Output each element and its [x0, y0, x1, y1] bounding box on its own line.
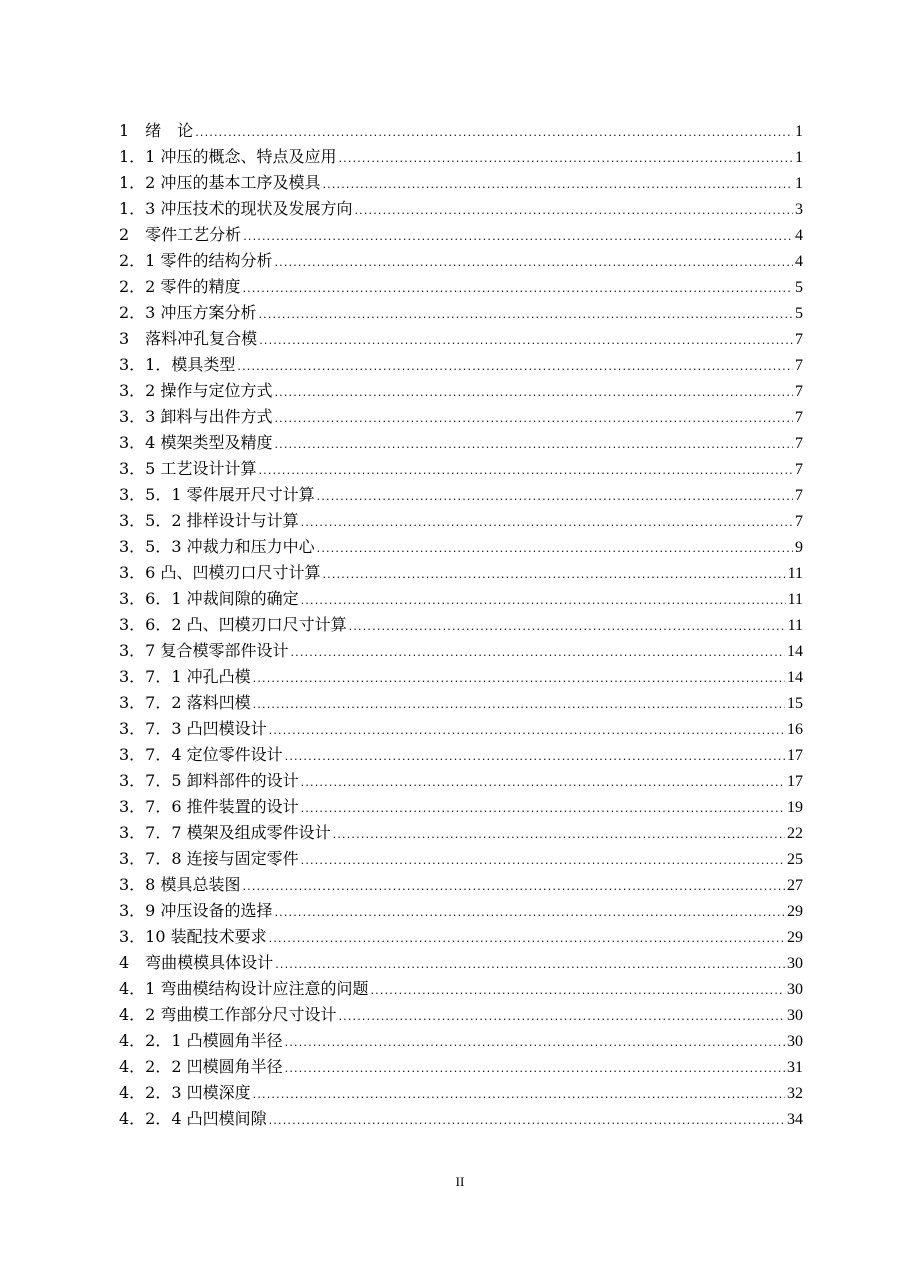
toc-entry-title: 3．7．1 冲孔凸模	[119, 667, 251, 686]
toc-entry-page: 9	[795, 539, 803, 556]
toc-entry-title: 3．7．3 凸凹模设计	[119, 719, 267, 738]
toc-entry-page: 11	[787, 617, 803, 634]
toc-entry-title: 3．3 卸料与出件方式	[119, 407, 273, 426]
toc-entry[interactable]	[119, 196, 803, 222]
toc-entry-title: 4 弯曲模模具体设计	[119, 953, 274, 972]
dot-leader	[354, 198, 793, 224]
toc-entry-title: 4．1 弯曲模结构设计应注意的问题	[119, 979, 369, 998]
toc-entry-page: 30	[787, 955, 803, 972]
dot-leader	[338, 1004, 785, 1030]
dot-leader	[243, 224, 793, 250]
dot-leader	[274, 900, 785, 926]
toc-entry-title: 3．1．模具类型	[119, 355, 236, 374]
dot-leader	[253, 666, 785, 692]
dot-leader	[285, 1056, 785, 1082]
toc-entry[interactable]	[119, 352, 803, 378]
toc-entry-page: 7	[795, 487, 803, 504]
toc-entry[interactable]	[119, 872, 803, 898]
dot-leader	[274, 432, 793, 458]
toc-entry-page: 7	[795, 331, 803, 348]
toc-entry-page: 27	[787, 877, 803, 894]
toc-entry[interactable]	[119, 170, 803, 196]
toc-entry-title: 3．5．1 零件展开尺寸计算	[119, 485, 315, 504]
dot-leader	[317, 484, 793, 510]
toc-entry-page: 11	[787, 565, 803, 582]
toc-entry-title: 3．5．2 排样设计与计算	[119, 511, 299, 530]
dot-leader	[274, 406, 793, 432]
dot-leader	[370, 978, 785, 1004]
toc-entry-page: 14	[787, 669, 803, 686]
toc-entry-title: 1．2 冲压的基本工序及模具	[119, 173, 321, 192]
toc-entry-title: 3．7．4 定位零件设计	[119, 745, 283, 764]
toc-entry[interactable]	[119, 1054, 803, 1080]
dot-leader	[269, 1108, 785, 1134]
toc-entry-page: 30	[787, 1007, 803, 1024]
toc-entry[interactable]	[119, 898, 803, 924]
toc-entry[interactable]	[119, 976, 803, 1002]
toc-entry-title: 3．6．1 冲裁间隙的确定	[119, 589, 299, 608]
toc-entry[interactable]	[119, 612, 803, 638]
dot-leader	[301, 588, 786, 614]
table-of-contents	[119, 118, 803, 1132]
toc-entry[interactable]	[119, 248, 803, 274]
toc-entry-page: 31	[787, 1059, 803, 1076]
toc-entry[interactable]	[119, 1106, 803, 1132]
toc-entry[interactable]	[119, 482, 803, 508]
dot-leader	[253, 1082, 785, 1108]
toc-entry[interactable]	[119, 326, 803, 352]
toc-entry-title: 3．5 工艺设计计算	[119, 459, 257, 478]
toc-entry[interactable]	[119, 690, 803, 716]
dot-leader	[253, 692, 785, 718]
toc-entry[interactable]	[119, 768, 803, 794]
toc-entry-page: 1	[795, 123, 803, 140]
toc-entry[interactable]	[119, 820, 803, 846]
toc-entry[interactable]	[119, 1028, 803, 1054]
dot-leader	[290, 640, 785, 666]
toc-entry-page: 3	[795, 201, 803, 218]
dot-leader	[258, 458, 793, 484]
toc-entry-title: 2．2 零件的精度	[119, 277, 241, 296]
dot-leader	[349, 614, 786, 640]
toc-entry-page: 25	[787, 851, 803, 868]
toc-entry-title: 2．3 冲压方案分析	[119, 303, 257, 322]
toc-entry-page: 7	[795, 461, 803, 478]
toc-entry-page: 1	[795, 175, 803, 192]
toc-entry-title: 4．2．3 凹模深度	[119, 1083, 251, 1102]
toc-entry[interactable]	[119, 560, 803, 586]
dot-leader	[301, 770, 785, 796]
toc-entry[interactable]	[119, 794, 803, 820]
dot-leader	[301, 796, 785, 822]
toc-entry-page: 4	[795, 253, 803, 270]
toc-entry[interactable]	[119, 300, 803, 326]
toc-entry-page: 19	[787, 799, 803, 816]
dot-leader	[322, 562, 785, 588]
toc-entry[interactable]	[119, 846, 803, 872]
toc-entry-title: 3．7 复合模零部件设计	[119, 641, 289, 660]
dot-leader	[269, 926, 785, 952]
toc-entry-title: 1．3 冲压技术的现状及发展方向	[119, 199, 353, 218]
dot-leader	[338, 146, 793, 172]
toc-entry-title: 3 落料冲孔复合模	[119, 329, 258, 348]
toc-entry-title: 1 绪 论	[119, 121, 194, 140]
toc-entry[interactable]	[119, 144, 803, 170]
dot-leader	[301, 848, 785, 874]
toc-entry[interactable]	[119, 924, 803, 950]
toc-entry-title: 3．8 模具总装图	[119, 875, 241, 894]
toc-entry[interactable]	[119, 378, 803, 404]
toc-entry-title: 3．7．2 落料凹模	[119, 693, 251, 712]
toc-entry[interactable]	[119, 1080, 803, 1106]
toc-entry-page: 29	[787, 903, 803, 920]
toc-entry-title: 3．9 冲压设备的选择	[119, 901, 273, 920]
toc-entry-page: 7	[795, 513, 803, 530]
toc-entry-page: 7	[795, 435, 803, 452]
dot-leader	[275, 952, 785, 978]
dot-leader	[237, 354, 793, 380]
toc-entry[interactable]	[119, 950, 803, 976]
toc-entry[interactable]	[119, 404, 803, 430]
toc-entry-page: 30	[787, 981, 803, 998]
toc-entry-title: 3．7．5 卸料部件的设计	[119, 771, 299, 790]
toc-entry-title: 1．1 冲压的概念、特点及应用	[119, 147, 337, 166]
toc-entry-page: 30	[787, 1033, 803, 1050]
toc-entry-title: 3．7．7 模架及组成零件设计	[119, 823, 331, 842]
toc-entry-page: 34	[787, 1111, 803, 1128]
toc-entry-title: 3．10 装配技术要求	[119, 927, 267, 946]
dot-leader	[322, 172, 793, 198]
toc-entry-title: 2．1 零件的结构分析	[119, 251, 273, 270]
dot-leader	[259, 328, 793, 354]
toc-entry-title: 3．6．2 凸、凹模刃口尺寸计算	[119, 615, 347, 634]
toc-entry-title: 3．7．6 推件装置的设计	[119, 797, 299, 816]
toc-entry-title: 4．2．4 凸凹模间隙	[119, 1109, 267, 1128]
toc-entry-page: 4	[795, 227, 803, 244]
toc-entry[interactable]	[119, 586, 803, 612]
dot-leader	[274, 380, 793, 406]
dot-leader	[242, 276, 793, 302]
toc-entry-page: 29	[787, 929, 803, 946]
toc-entry[interactable]	[119, 508, 803, 534]
toc-entry[interactable]	[119, 1002, 803, 1028]
toc-entry-page: 14	[787, 643, 803, 660]
toc-entry-page: 32	[787, 1085, 803, 1102]
dot-leader	[274, 250, 793, 276]
toc-entry-title: 4．2．2 凹模圆角半径	[119, 1057, 283, 1076]
toc-entry-title: 3．7．8 连接与固定零件	[119, 849, 299, 868]
toc-entry-page: 5	[795, 305, 803, 322]
dot-leader	[317, 536, 793, 562]
toc-entry-page: 11	[787, 591, 803, 608]
toc-entry-title: 4．2 弯曲模工作部分尺寸设计	[119, 1005, 337, 1024]
toc-entry-title: 3．6 凸、凹模刃口尺寸计算	[119, 563, 321, 582]
dot-leader	[258, 302, 793, 328]
toc-entry[interactable]	[119, 456, 803, 482]
dot-leader	[301, 510, 793, 536]
dot-leader	[333, 822, 785, 848]
toc-entry[interactable]	[119, 118, 803, 144]
toc-entry-page: 16	[787, 721, 803, 738]
toc-entry[interactable]	[119, 664, 803, 690]
toc-entry[interactable]	[119, 716, 803, 742]
dot-leader	[269, 718, 785, 744]
toc-entry[interactable]	[119, 430, 803, 456]
toc-entry-page: 1	[795, 149, 803, 166]
toc-entry[interactable]	[119, 222, 803, 248]
toc-entry-page: 7	[795, 357, 803, 374]
toc-entry-page: 5	[795, 279, 803, 296]
toc-entry-title: 3．4 模架类型及精度	[119, 433, 273, 452]
toc-entry-page: 17	[787, 773, 803, 790]
dot-leader	[242, 874, 785, 900]
toc-entry[interactable]	[119, 534, 803, 560]
toc-entry-title: 3．5．3 冲裁力和压力中心	[119, 537, 315, 556]
dot-leader	[285, 1030, 785, 1056]
toc-entry-title: 2 零件工艺分析	[119, 225, 242, 244]
dot-leader	[195, 120, 793, 146]
toc-entry-page: 7	[795, 383, 803, 400]
toc-entry-page: 22	[787, 825, 803, 842]
dot-leader	[285, 744, 785, 770]
page-number: II	[455, 1174, 465, 1189]
toc-entry-page: 17	[787, 747, 803, 764]
toc-entry-title: 4．2．1 凸模圆角半径	[119, 1031, 283, 1050]
toc-entry[interactable]	[119, 638, 803, 664]
toc-entry[interactable]	[119, 742, 803, 768]
toc-entry-page: 15	[787, 695, 803, 712]
toc-entry[interactable]	[119, 274, 803, 300]
toc-entry-page: 7	[795, 409, 803, 426]
toc-entry-title: 3．2 操作与定位方式	[119, 381, 273, 400]
